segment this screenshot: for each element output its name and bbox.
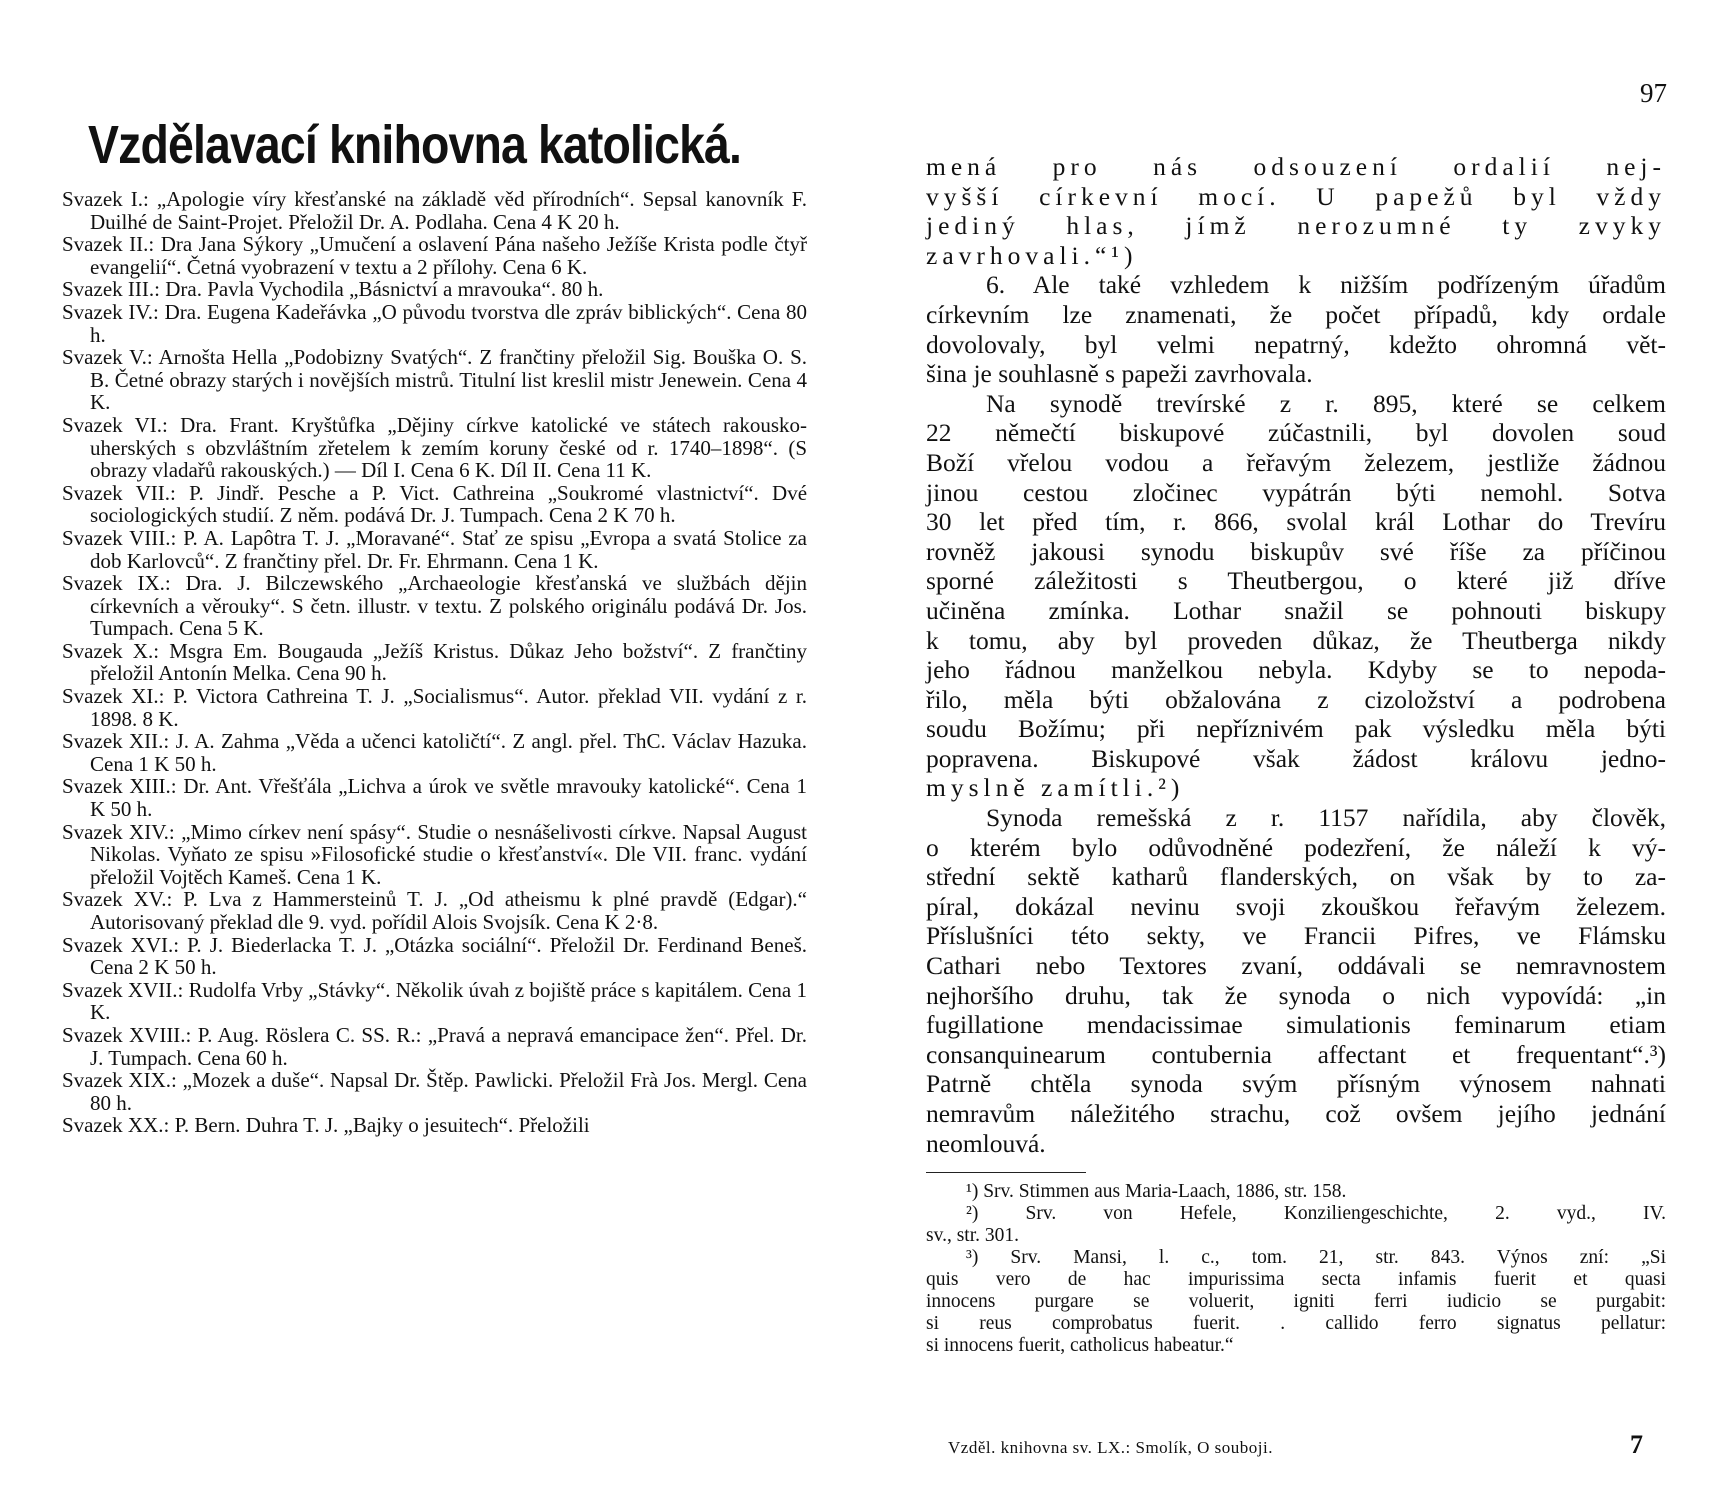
volume-entry bbox=[62, 346, 807, 414]
body-line: Na synodě trevírské z r. 895, které se celkem bbox=[986, 388, 1666, 418]
volume-description: P. Aug. Röslera C. SS. R.: „Pravá a nepravá emancipace žen“. Přel. Dr. J. Tumpach. Cena 60 h. bbox=[90, 1022, 807, 1070]
footnote-line: sv., str. 301. bbox=[926, 1225, 1019, 1247]
body-line: Patrně chtěla synoda svým přísným výnosem nahnati bbox=[926, 1069, 1666, 1099]
volume-description: Rudolfa Vrby „Stávky“. Několik úvah z bojiště práce s kapitálem. Cena 1 K. bbox=[90, 977, 807, 1025]
volume-description: Arnošta Hella „Podobizny Svatých“. Z frančtiny přeložil Sig. Bouška O. S. B. Četné obrazy starých i novějších mistrů. Titulní list kreslil mistr Jenewein. Cena 4 K. bbox=[90, 345, 808, 415]
volume-number: Svazek XVIII.: bbox=[62, 1022, 192, 1047]
body-line: šina je souhlasně s papeži zavrhovala. bbox=[926, 359, 1313, 389]
volume-number: Svazek XVII.: bbox=[62, 977, 184, 1002]
body-text bbox=[926, 152, 1666, 1158]
volume-entry bbox=[62, 685, 807, 730]
volume-entry bbox=[62, 934, 807, 979]
footnote-line: quis vero de hac impurissima secta infamis fuerit et quasi bbox=[926, 1269, 1666, 1291]
body-line: církevním lze znamenati, že počet případů, kdy ordale bbox=[926, 299, 1666, 329]
right-page bbox=[926, 152, 1666, 1357]
volume-number: Svazek V.: bbox=[62, 345, 153, 370]
volume-number: Svazek XIV.: bbox=[62, 819, 175, 844]
volume-entry bbox=[62, 775, 807, 820]
body-line: k tomu, aby byl proveden důkaz, že Theutberga nikdy bbox=[926, 625, 1666, 655]
volume-description: Dr. Ant. Vřešťála „Lichva a úrok ve světle mravouky katolické“. Cena 1 K 50 h. bbox=[90, 774, 808, 822]
volume-entry bbox=[62, 1024, 807, 1069]
volume-description: P. Lva z Hammersteinů T. J. „Od atheismu k plné pravdě (Edgar).“ Autorisovaný překlad dle 9. vyd. pořídil Alois Svojsík. Cena K 2·8. bbox=[90, 887, 807, 934]
body-line: o kterém bylo odůvodněné podezření, že náleží k vý- bbox=[926, 832, 1666, 862]
body-line: učiněna zmínka. Lothar snažil se pohnouti biskupy bbox=[926, 595, 1666, 625]
volume-description: P. Victora Cathreina T. J. „Socialismus“. Autor. překlad VII. vydání z r. 1898. 8 K. bbox=[90, 684, 807, 731]
body-line: sporné záležitosti s Theutbergou, o které již dříve bbox=[926, 566, 1666, 596]
body-line: Příslušníci této sekty, ve Francii Pifres, ve Flámsku bbox=[926, 921, 1666, 951]
body-line: myslně zamítli.²) bbox=[926, 773, 1185, 803]
volume-description: „Apologie víry křesťanské na základě věd přírodních“. Sepsal kanovník F. Duilhé de Saint-Projet. Přeložil Dr. A. Podlaha. Cena 4 K 20 h. bbox=[90, 187, 807, 234]
body-line: 30 let před tím, r. 866, svolal král Lothar do Trevíru bbox=[926, 507, 1666, 537]
body-line: jinou cestou zločinec vypátrán býti nemohl. Sotva bbox=[926, 477, 1666, 507]
footnote-line: ²) Srv. von Hefele, Konziliengeschichte, 2. vyd., IV. bbox=[966, 1203, 1666, 1225]
body-line: 6. Ale také vzhledem k nižším podřízeným úřadům bbox=[986, 270, 1666, 300]
body-line: fugillatione mendacissimae simulationis feminarum etiam bbox=[926, 1010, 1666, 1040]
volume-description: P. J. Biederlacka T. J. „Otázka sociální“. Přeložil Dr. Ferdinand Beneš. Cena 2 K 50 h. bbox=[90, 932, 807, 980]
volume-description: Dra. J. Bilczewského „Archaeologie křesťanská ve službách dějin církevních a věrouky“. S četn. illustr. v textu. Z polského originálu podává Dr. Jos. Tumpach. Cena 5 K. bbox=[90, 571, 808, 641]
volume-entry bbox=[62, 979, 807, 1024]
volume-number: Svazek XV.: bbox=[62, 887, 173, 912]
volume-entry bbox=[62, 1069, 807, 1114]
body-line: Synoda remešská z r. 1157 nařídila, aby člověk, bbox=[986, 803, 1666, 833]
volume-entry bbox=[62, 640, 807, 685]
volume-number: Svazek XX.: bbox=[62, 1113, 170, 1138]
left-page-title: Vzdělavací knihovna katolická. bbox=[88, 115, 742, 175]
volume-number: Svazek VIII.: bbox=[62, 525, 177, 550]
volume-number: Svazek XVI.: bbox=[62, 932, 180, 957]
body-line: střední sektě katharů flanderských, on však by to za- bbox=[926, 862, 1666, 892]
volume-description: „Mimo církev není spásy“. Studie o nesnášelivosti církve. Napsal August Nikolas. Vyňato ze spisu »Filosofické studie o křesťanství«. Dle VII. franc. vydání přeložil Vojtěch Kameš. Cena 1 K. bbox=[90, 819, 808, 889]
volume-number: Svazek I.: bbox=[62, 187, 149, 211]
volume-number: Svazek VI.: bbox=[62, 412, 168, 437]
volume-number: Svazek XI.: bbox=[62, 684, 165, 709]
volume-list bbox=[62, 188, 807, 1137]
body-line: zavrhovali.“¹) bbox=[926, 240, 1138, 270]
body-line: neomlouvá. bbox=[926, 1128, 1046, 1158]
body-line: vyšší církevní mocí. U papežů byl vždy bbox=[926, 181, 1666, 211]
signature-number: 7 bbox=[1630, 1430, 1643, 1459]
body-line: dovolovaly, byl velmi nepatrný, kdežto ohromná vět- bbox=[926, 329, 1666, 359]
body-line: mená pro nás odsouzení ordalií nej- bbox=[926, 152, 1666, 181]
volume-description: J. A. Zahma „Věda a učenci katoličtí“. Z angl. přel. ThC. Václav Hazuka. Cena 1 K 50 h. bbox=[90, 729, 807, 776]
volume-number: Svazek II.: bbox=[62, 232, 155, 257]
volume-entry bbox=[62, 301, 807, 346]
body-line: nejhoršího druhu, tak že synoda o nich vypovídá: „in bbox=[926, 980, 1666, 1010]
body-line: jediný hlas, jímž nerozumné ty zvyky bbox=[926, 211, 1666, 241]
volume-number: Svazek VII.: bbox=[62, 480, 176, 505]
footnote-line: ³) Srv. Mansi, l. c., tom. 21, str. 843. Výnos zní: „Si bbox=[966, 1247, 1666, 1269]
volume-description: Msgra Em. Bougauda „Ježíš Kristus. Důkaz Jeho božství“. Z frančtiny přeložil Antonín Melka. Cena 90 h. bbox=[90, 638, 807, 686]
volume-entry bbox=[62, 527, 807, 572]
signature-line: Vzděl. knihovna sv. LX.: Smolík, O souboji. bbox=[948, 1438, 1273, 1457]
body-line: nemravům náležitého strachu, což ovšem jejího jednání bbox=[926, 1099, 1666, 1128]
volume-entry bbox=[62, 730, 807, 775]
body-line: 22 němečtí biskupové zúčastnili, byl dovolen soud bbox=[926, 418, 1666, 448]
volume-entry bbox=[62, 233, 807, 278]
volume-entry bbox=[62, 821, 807, 889]
footnote-line: si innocens fuerit, catholicus habeatur.“ bbox=[926, 1335, 1234, 1357]
volume-entry bbox=[62, 1114, 807, 1137]
volume-description: Dra. Frant. Kryštůfka „Dějiny církve katolické ve státech rakousko-uherských s obzvláštním zřetelem k zemím koruny české od r. 1740–1898“. (S obrazy vladařů rakouských.) — Díl I. Cena 6 K. Díl II. Cena 11 K. bbox=[90, 412, 807, 483]
volume-description: „Mozek a duše“. Napsal Dr. Štěp. Pawlicki. Přeložil Frà Jos. Mergl. Cena 80 h. bbox=[90, 1068, 807, 1115]
body-line: jeho řádnou manželkou nebyla. Kdyby se to nepoda- bbox=[926, 655, 1666, 685]
page-number: 97 bbox=[1640, 78, 1667, 108]
body-line: píral, dokázal nevinu svoji zkouškou řeřavým železem. bbox=[926, 891, 1666, 921]
footnote-rule bbox=[926, 1172, 1086, 1173]
volume-entry bbox=[62, 572, 807, 640]
volume-entry bbox=[62, 888, 807, 933]
body-line: rovněž jakousi synodu biskupův své říše za příčinou bbox=[926, 536, 1666, 566]
footnote-line: innocens purgare se voluerit, igniti ferri iudicio se purgabit: bbox=[926, 1291, 1666, 1313]
body-line: soudu Božímu; při nepříznivém pak výsledku měla býti bbox=[926, 714, 1666, 744]
footnote-line: si reus comprobatus fuerit. . callido ferro signatus pellatur: bbox=[926, 1313, 1666, 1335]
volume-number: Svazek XII.: bbox=[62, 729, 170, 754]
volume-description: P. A. Lapôtra T. J. „Moravané“. Stať ze spisu „Evropa a svatá Stolice za dob Karlovců“. Z frančtiny přel. Dr. Fr. Ehrmann. Cena 1 K. bbox=[90, 525, 808, 573]
volume-description: Dra. Eugena Kadeřávka „O původu tvorstva dle zpráv biblických“. Cena 80 h. bbox=[90, 299, 808, 347]
left-page bbox=[62, 110, 807, 1137]
footnote-line: ¹) Srv. Stimmen aus Maria-Laach, 1886, str. 158. bbox=[966, 1181, 1347, 1203]
volume-entry bbox=[62, 414, 807, 482]
volume-number: Svazek IV.: bbox=[62, 299, 159, 324]
body-line: řilo, měla býti obžalována z cizoložství a podrobena bbox=[926, 684, 1666, 714]
volume-entry bbox=[62, 482, 807, 527]
volume-number: Svazek XIII.: bbox=[62, 774, 177, 799]
volume-entry bbox=[62, 188, 807, 233]
volume-number: Svazek IX.: bbox=[62, 571, 171, 596]
volume-number: Svazek X.: bbox=[62, 638, 160, 663]
volume-description: P. Bern. Duhra T. J. „Bajky o jesuitech“. Přeložili bbox=[174, 1113, 590, 1138]
body-line: popravena. Biskupové však žádost královu jedno- bbox=[926, 743, 1666, 773]
body-line: consanquinearum contubernia affectant et frequentant“.³) bbox=[926, 1039, 1666, 1069]
volume-number: Svazek III.: bbox=[62, 277, 160, 302]
footnotes bbox=[926, 1181, 1666, 1357]
volume-description: Dra Jana Sýkory „Umučení a oslavení Pána našeho Ježíše Krista podle čtyř evangelií“. Četná vyobrazení v textu a 2 přílohy. Cena 6 K. bbox=[90, 232, 808, 279]
body-line: Cathari nebo Textores zvaní, oddávali se nemravnostem bbox=[926, 951, 1666, 981]
body-line: Boží vřelou vodou a řeřavým železem, jestliže žádnou bbox=[926, 447, 1666, 477]
volume-description: Dra. Pavla Vychodila „Básnictví a mravouka“. 80 h. bbox=[165, 277, 604, 302]
volume-entry bbox=[62, 278, 807, 301]
volume-number: Svazek XIX.: bbox=[62, 1068, 177, 1093]
volume-description: P. Jindř. Pesche a P. Vict. Cathreina „Soukromé vlastnictví“. Dvé sociologických studií. Z něm. podává Dr. J. Tumpach. Cena 2 K 70 h. bbox=[90, 480, 808, 528]
